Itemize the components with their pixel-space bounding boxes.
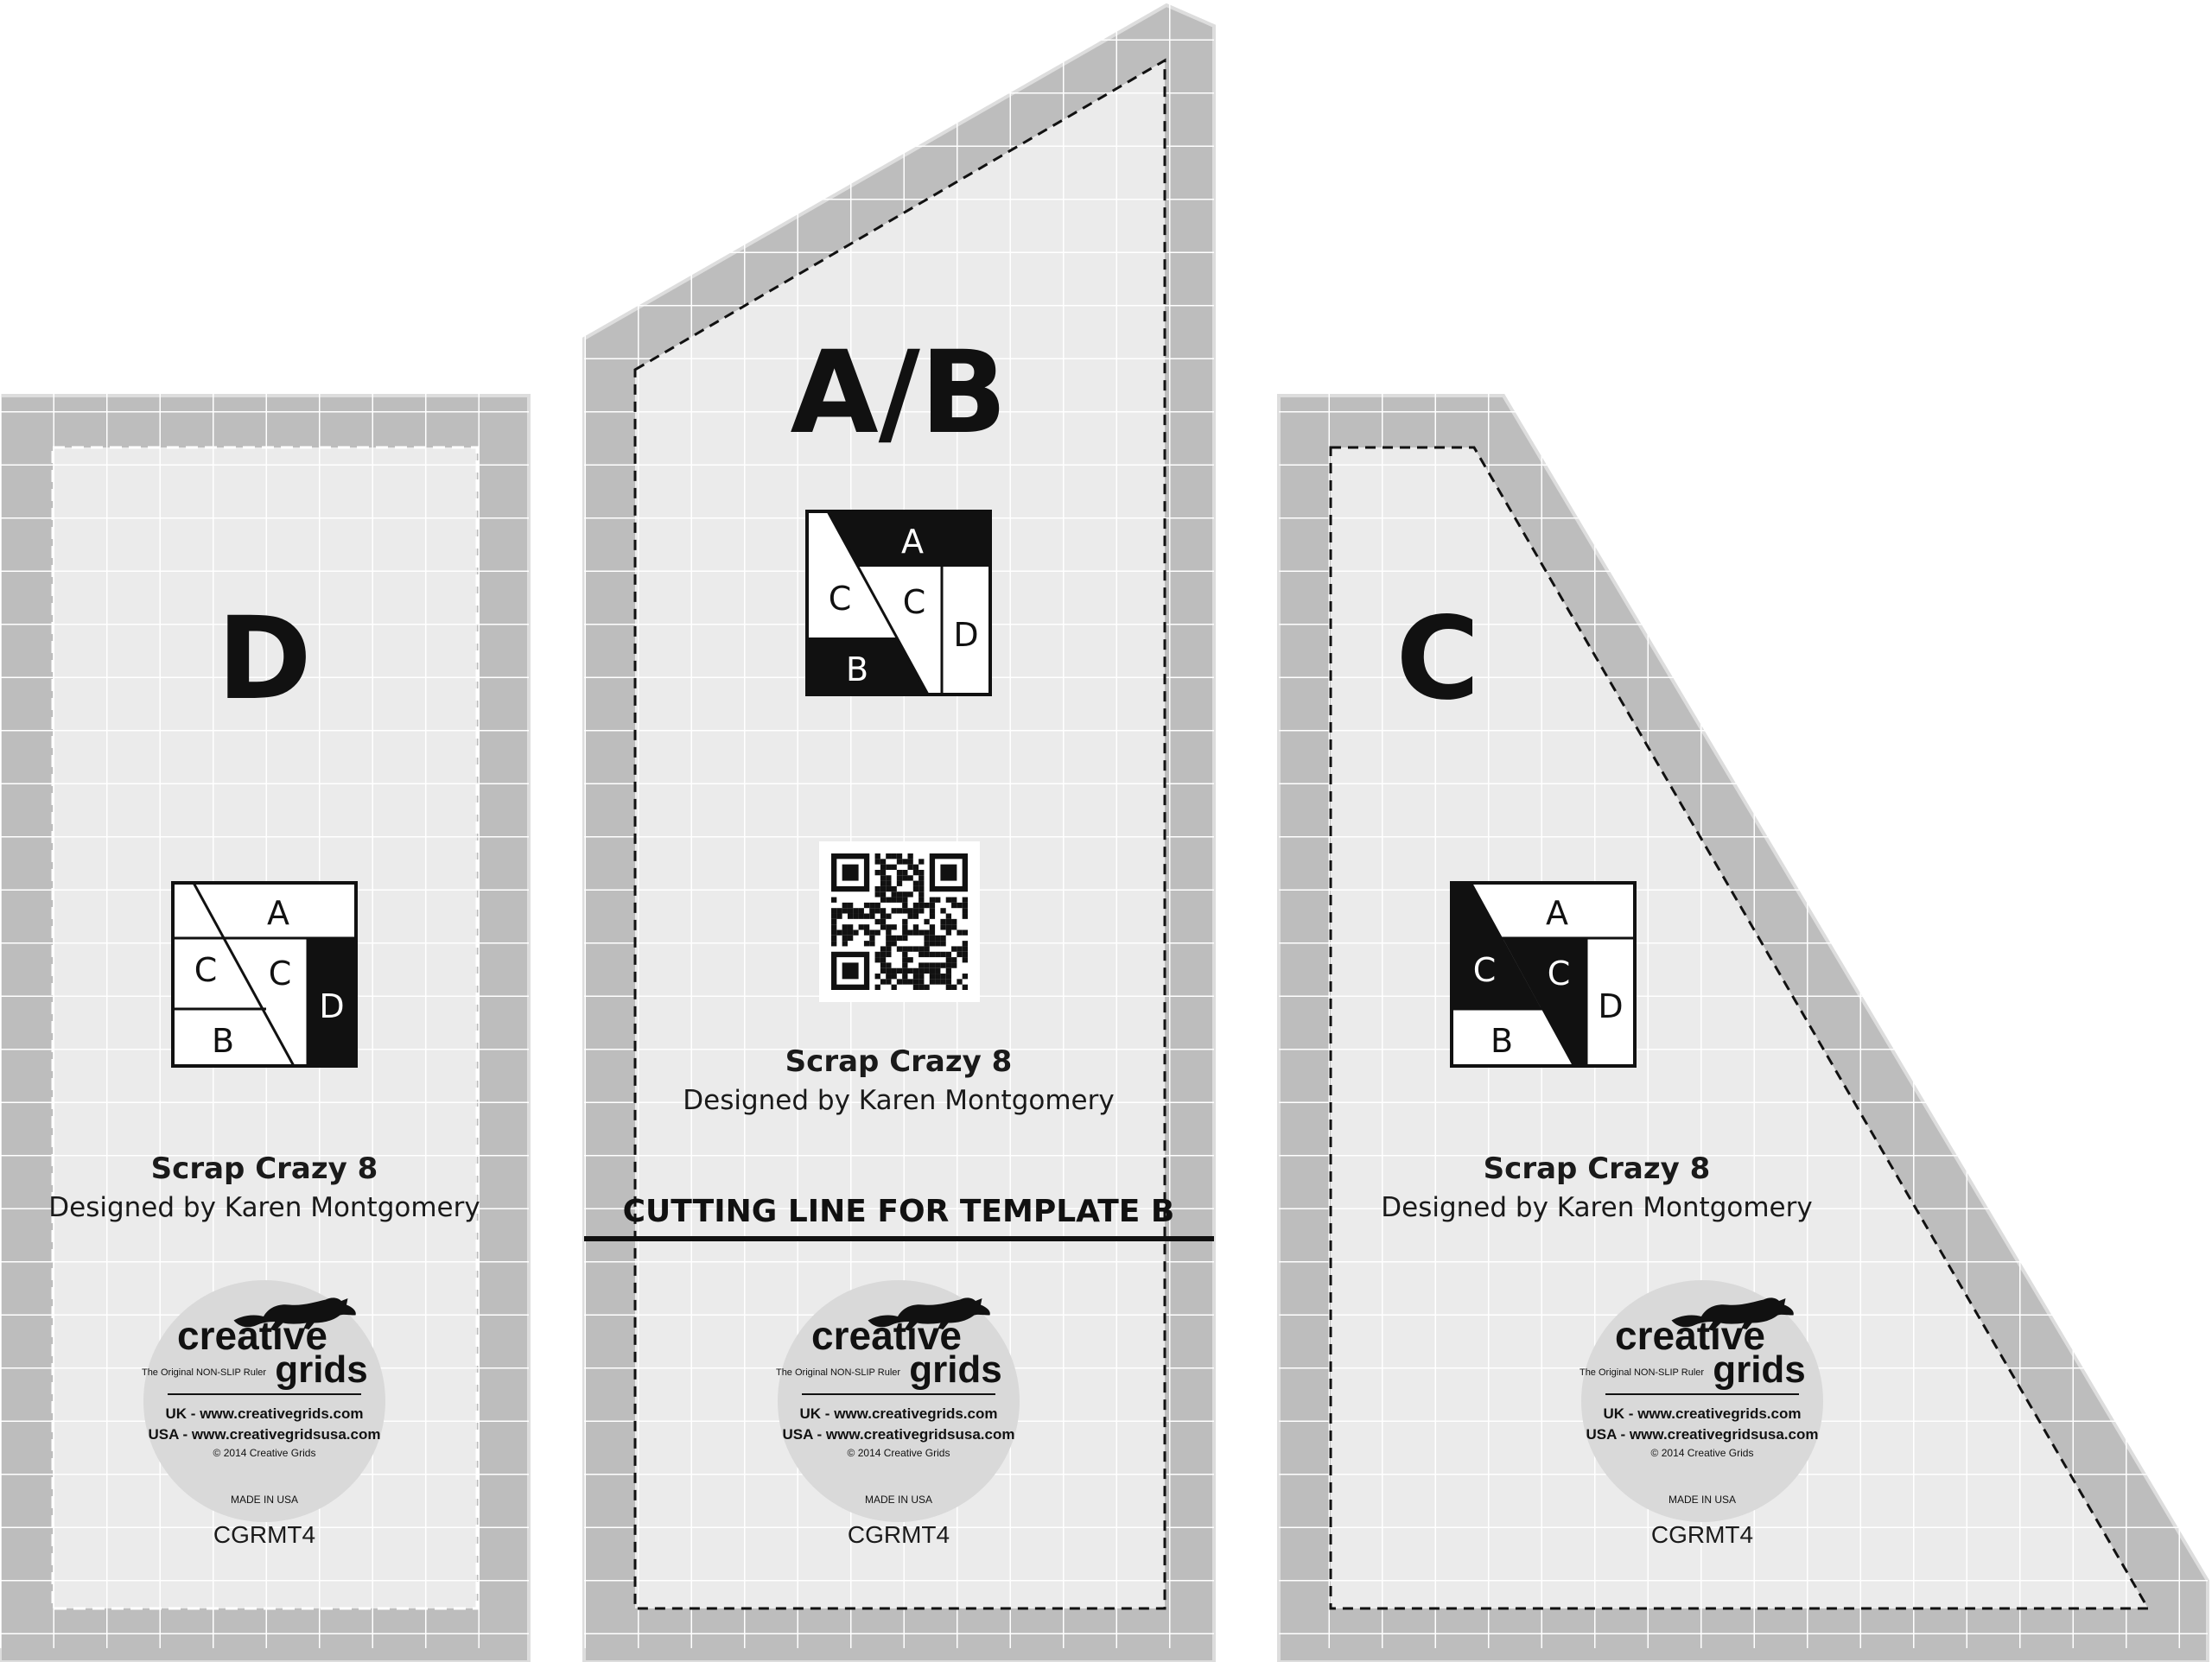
logo-brand-top: creative	[177, 1313, 327, 1358]
template-c	[1279, 0, 2212, 1662]
block-label-c-center: C	[902, 583, 926, 621]
logo-brand-top: creative	[811, 1313, 962, 1358]
template-c-logo	[1580, 1280, 1823, 1522]
template-d-logo	[142, 1280, 385, 1522]
logo-made-in: MADE IN USA	[230, 1494, 299, 1506]
logo-tagline: The Original NON-SLIP Ruler	[1579, 1367, 1705, 1378]
template-c-designer: Designed by Karen Montgomery	[1381, 1192, 1813, 1223]
block-label-d: D	[953, 616, 979, 654]
block-label-d: D	[1598, 987, 1624, 1025]
block-label-c-center: C	[268, 955, 292, 993]
template-c-title: Scrap Crazy 8	[1483, 1151, 1711, 1186]
template-ab	[584, 0, 1215, 1662]
logo-uk-url: UK - www.creativegrids.com	[1603, 1405, 1802, 1422]
block-label-c-left: C	[828, 580, 852, 618]
block-label-b: B	[211, 1022, 235, 1060]
template-ab-code: CGRMT4	[847, 1521, 950, 1548]
template-c-letter: C	[1395, 593, 1480, 726]
block-label-c-center: C	[1547, 955, 1571, 993]
template-d	[0, 382, 529, 1662]
block-label-a: A	[1546, 894, 1568, 932]
template-d-code: CGRMT4	[213, 1521, 316, 1548]
block-label-b: B	[1490, 1022, 1514, 1060]
template-d-block-diagram	[173, 883, 356, 1066]
logo-uk-url: UK - www.creativegrids.com	[165, 1405, 364, 1422]
logo-usa-url: USA - www.creativegridsusa.com	[782, 1426, 1015, 1443]
logo-made-in: MADE IN USA	[1668, 1494, 1737, 1506]
logo-tagline: The Original NON-SLIP Ruler	[775, 1367, 901, 1378]
logo-copyright: © 2014 Creative Grids	[1650, 1447, 1754, 1459]
block-label-a: A	[901, 523, 924, 561]
cutting-line-label: CUTTING LINE FOR TEMPLATE B	[622, 1194, 1175, 1229]
logo-brand-bottom: grids	[909, 1348, 1002, 1391]
block-label-b: B	[845, 650, 869, 688]
template-d-letter: D	[217, 593, 312, 726]
block-label-c-left: C	[1472, 951, 1497, 989]
template-c-code: CGRMT4	[1650, 1521, 1754, 1548]
logo-tagline: The Original NON-SLIP Ruler	[141, 1367, 267, 1378]
template-ab-designer: Designed by Karen Montgomery	[683, 1085, 1115, 1116]
logo-usa-url: USA - www.creativegridsusa.com	[1586, 1426, 1819, 1443]
template-c-block-diagram	[1452, 883, 1635, 1066]
logo-brand-top: creative	[1615, 1313, 1765, 1358]
template-ab-block-diagram	[807, 511, 990, 695]
logo-uk-url: UK - www.creativegrids.com	[799, 1405, 998, 1422]
block-label-c-left: C	[194, 951, 218, 989]
logo-brand-bottom: grids	[275, 1348, 368, 1391]
template-ab-letter: A/B	[790, 327, 1007, 460]
qr-code	[819, 841, 980, 1002]
block-label-a: A	[267, 894, 289, 932]
template-d-title: Scrap Crazy 8	[150, 1151, 378, 1186]
template-d-designer: Designed by Karen Montgomery	[48, 1192, 480, 1223]
template-ab-title: Scrap Crazy 8	[785, 1044, 1013, 1079]
logo-copyright: © 2014 Creative Grids	[213, 1447, 316, 1459]
logo-copyright: © 2014 Creative Grids	[847, 1447, 950, 1459]
logo-made-in: MADE IN USA	[864, 1494, 933, 1506]
logo-brand-bottom: grids	[1713, 1348, 1806, 1391]
logo-usa-url: USA - www.creativegridsusa.com	[148, 1426, 381, 1443]
template-ab-logo	[776, 1280, 1020, 1522]
block-label-d: D	[319, 987, 345, 1025]
